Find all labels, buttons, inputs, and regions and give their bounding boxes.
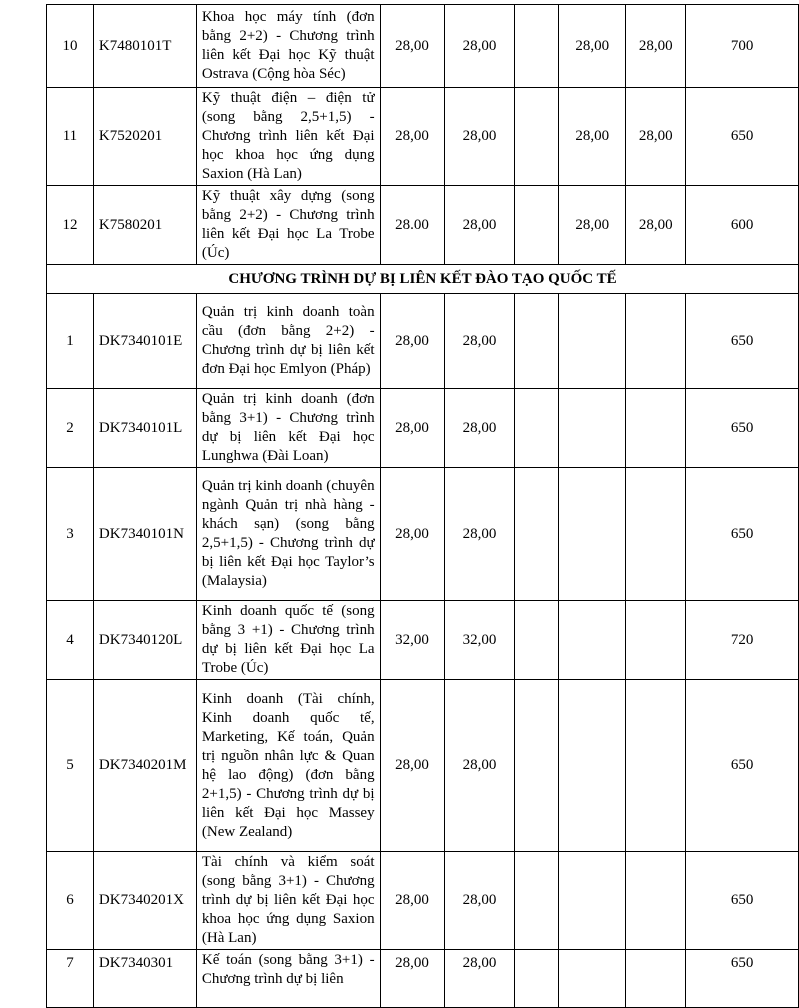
row-number: 5 — [47, 680, 94, 852]
program-code: K7580201 — [93, 186, 196, 265]
score-cell — [626, 389, 686, 468]
row-number: 3 — [47, 468, 94, 601]
score-cell: 28,00 — [444, 186, 515, 265]
program-name: Tài chính và kiểm soát (song bằng 3+1) - Chương trình dự bị liên kết Đại học khoa học ứng dụng Saxion (Hà Lan) — [196, 852, 380, 950]
table-row — [47, 468, 799, 601]
score-cell: 28,00 — [444, 852, 515, 950]
score-cell — [559, 468, 626, 601]
score-cell — [626, 294, 686, 389]
score-cell: 28,00 — [559, 88, 626, 186]
section-title: CHƯƠNG TRÌNH DỰ BỊ LIÊN KẾT ĐÀO TẠO QUỐC TẾ — [47, 265, 799, 294]
score-cell: 650 — [686, 468, 799, 601]
score-cell: 28,00 — [444, 294, 515, 389]
program-name: Khoa học máy tính (đơn bằng 2+2) - Chương trình liên kết Đại học Kỹ thuật Ostrava (Cộng hòa Séc) — [196, 5, 380, 88]
score-cell: 28,00 — [380, 468, 444, 601]
score-cell — [515, 852, 559, 950]
score-cell: 650 — [686, 389, 799, 468]
score-cell: 28,00 — [380, 852, 444, 950]
table-row — [47, 680, 799, 852]
row-number: 11 — [47, 88, 94, 186]
score-cell — [515, 88, 559, 186]
row-number: 4 — [47, 601, 94, 680]
program-name: Kinh doanh (Tài chính, Kinh doanh quốc tế, Marketing, Kế toán, Quản trị nguồn nhân lực & Quan hệ lao động) (đơn bằng 2+1,5) - Chương trình dự bị liên kết Đại học Massey (New Zealand) — [196, 680, 380, 852]
score-cell — [559, 601, 626, 680]
score-cell: 28,00 — [380, 389, 444, 468]
row-number: 1 — [47, 294, 94, 389]
score-cell: 32,00 — [380, 601, 444, 680]
table-row — [47, 852, 799, 950]
score-cell — [559, 294, 626, 389]
score-cell: 28,00 — [380, 294, 444, 389]
row-number: 10 — [47, 5, 94, 88]
score-cell — [515, 389, 559, 468]
score-cell — [559, 389, 626, 468]
score-cell: 28,00 — [380, 680, 444, 852]
program-code: K7480101T — [93, 5, 196, 88]
program-name: Kinh doanh quốc tế (song bằng 3 +1) - Chương trình dự bị liên kết Đại học La Trobe (Úc) — [196, 601, 380, 680]
score-cell: 650 — [686, 294, 799, 389]
score-cell — [559, 852, 626, 950]
program-code: DK7340120L — [93, 601, 196, 680]
score-cell: 28,00 — [626, 5, 686, 88]
row-number: 7 — [47, 950, 94, 1008]
score-cell: 650 — [686, 680, 799, 852]
program-code: DK7340101E — [93, 294, 196, 389]
score-cell — [626, 601, 686, 680]
program-code: DK7340301 — [93, 950, 196, 1008]
score-cell — [626, 468, 686, 601]
score-cell: 28,00 — [380, 88, 444, 186]
score-cell: 28,00 — [444, 950, 515, 1008]
score-cell: 28,00 — [626, 186, 686, 265]
row-number: 6 — [47, 852, 94, 950]
table-row — [47, 88, 799, 186]
program-name: Kế toán (song bằng 3+1) - Chương trình dự bị liên — [196, 950, 380, 1008]
score-cell: 28,00 — [559, 186, 626, 265]
score-cell: 32,00 — [444, 601, 515, 680]
score-cell: 700 — [686, 5, 799, 88]
row-number: 2 — [47, 389, 94, 468]
program-name: Kỹ thuật xây dựng (song bằng 2+2) - Chương trình liên kết Đại học La Trobe (Úc) — [196, 186, 380, 265]
row-number: 12 — [47, 186, 94, 265]
score-cell: 28,00 — [444, 468, 515, 601]
table-row — [47, 5, 799, 88]
score-cell: 28,00 — [444, 88, 515, 186]
program-code: K7520201 — [93, 88, 196, 186]
program-code: DK7340201M — [93, 680, 196, 852]
score-cell — [515, 680, 559, 852]
score-cell — [515, 468, 559, 601]
score-cell: 28,00 — [444, 680, 515, 852]
score-cell — [515, 601, 559, 680]
score-cell: 28,00 — [626, 88, 686, 186]
score-cell: 28,00 — [444, 389, 515, 468]
admission-table — [46, 4, 799, 1008]
score-cell: 28,00 — [380, 950, 444, 1008]
score-cell — [626, 852, 686, 950]
score-cell: 650 — [686, 950, 799, 1008]
program-code: DK7340101L — [93, 389, 196, 468]
program-name: Quản trị kinh doanh (chuyên ngành Quản trị nhà hàng - khách sạn) (song bằng 2,5+1,5) - Chương trình dự bị liên kết Đại học Taylor’s (Malaysia) — [196, 468, 380, 601]
score-cell — [515, 294, 559, 389]
program-name: Kỹ thuật điện – điện tử (song bằng 2,5+1,5) - Chương trình liên kết Đại học khoa học ứng dụng Saxion (Hà Lan) — [196, 88, 380, 186]
score-cell: 600 — [686, 186, 799, 265]
table-row — [47, 294, 799, 389]
score-cell — [559, 680, 626, 852]
program-name: Quản trị kinh doanh (đơn bằng 3+1) - Chương trình dự bị liên kết Đại học Lunghwa (Đài Loan) — [196, 389, 380, 468]
program-code: DK7340201X — [93, 852, 196, 950]
program-name: Quản trị kinh doanh toàn cầu (đơn bằng 2+2) - Chương trình dự bị liên kết đơn Đại học Emlyon (Pháp) — [196, 294, 380, 389]
score-cell: 28,00 — [380, 5, 444, 88]
section-header-row — [47, 265, 799, 294]
score-cell — [515, 186, 559, 265]
table-row — [47, 601, 799, 680]
score-cell: 720 — [686, 601, 799, 680]
score-cell: 28,00 — [444, 5, 515, 88]
score-cell: 650 — [686, 852, 799, 950]
score-cell: 28,00 — [559, 5, 626, 88]
program-code: DK7340101N — [93, 468, 196, 601]
score-cell — [515, 5, 559, 88]
score-cell: 650 — [686, 88, 799, 186]
table-row — [47, 186, 799, 265]
score-cell — [626, 680, 686, 852]
table-row — [47, 389, 799, 468]
score-cell: 28.00 — [380, 186, 444, 265]
